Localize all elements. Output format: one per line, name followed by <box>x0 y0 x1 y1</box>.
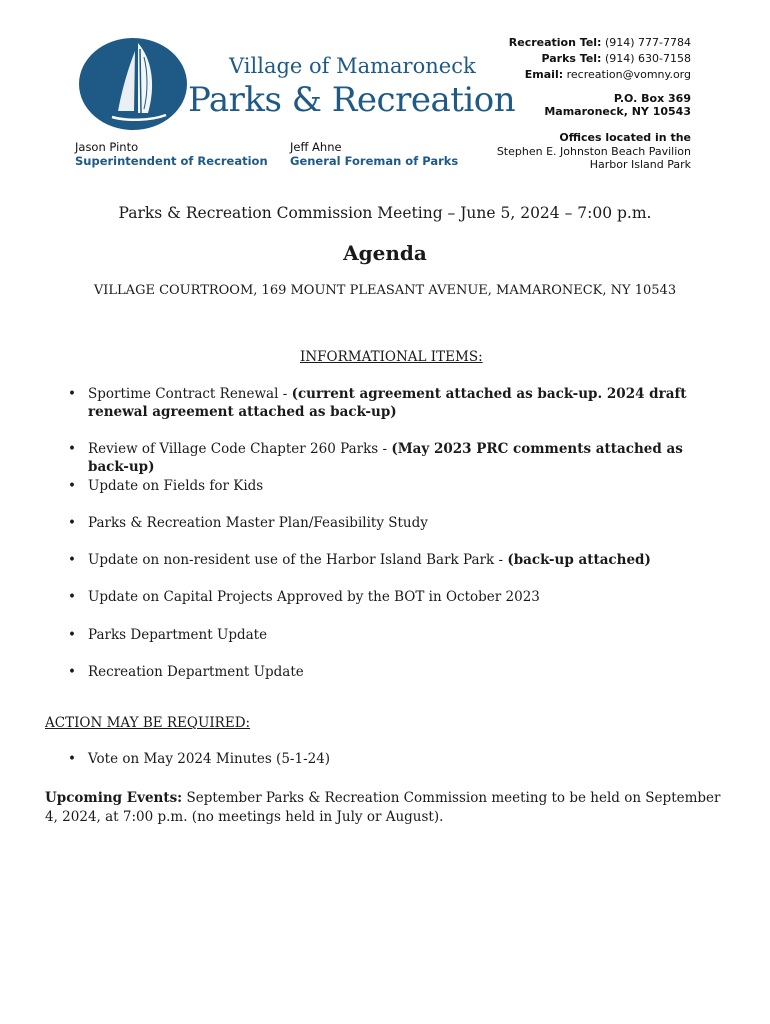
list-item: • Update on non-resident use of the Harbor Island Bark Park - (back-up attached) <box>68 552 651 568</box>
bullet-icon: • <box>68 627 76 643</box>
parks-tel-value: (914) 630-7158 <box>604 52 691 65</box>
parks-tel-label: Parks Tel: <box>541 52 602 65</box>
informational-heading: INFORMATIONAL ITEMS: <box>300 349 483 365</box>
meeting-location: VILLAGE COURTROOM, 169 MOUNT PLEASANT AVENUE, MAMARONECK, NY 10543 <box>93 283 677 298</box>
upcoming-events-label: Upcoming Events: <box>45 790 183 806</box>
offices-line1: Stephen E. Johnston Beach Pavilion <box>496 145 691 158</box>
recreation-tel-label: Recreation Tel: <box>508 36 602 49</box>
contact-parks-tel <box>541 51 691 67</box>
list-item: • Review of Village Code Chapter 260 Parks - (May 2023 PRC comments attached as back-up) <box>68 441 683 475</box>
list-item: • Parks & Recreation Master Plan/Feasibility Study <box>68 515 428 531</box>
bullet-icon: • <box>68 386 76 402</box>
meeting-title: Parks & Recreation Commission Meeting – June 5, 2024 – 7:00 p.m. <box>118 204 652 222</box>
email-label: Email: <box>524 68 564 81</box>
bullet-icon: • <box>68 478 76 494</box>
org-name-line2: Parks & Recreation <box>188 80 516 120</box>
upcoming-events <box>45 789 735 827</box>
list-item: • Update on Fields for Kids <box>68 478 264 494</box>
list-item: • Parks Department Update <box>68 627 268 643</box>
bullet-icon: • <box>68 589 76 605</box>
bullet-icon: • <box>68 751 76 767</box>
staff-title-foreman: General Foreman of Parks <box>290 154 459 168</box>
email-value[interactable]: recreation@vomny.org <box>566 68 691 81</box>
offices-line2: Harbor Island Park <box>589 158 691 171</box>
bullet-icon: • <box>68 552 76 568</box>
list-item: • Update on Capital Projects Approved by the BOT in October 2023 <box>68 589 540 605</box>
staff-name-foreman: Jeff Ahne <box>290 140 342 154</box>
org-name-line1: Village of Mamaroneck <box>229 54 476 78</box>
list-item: • Recreation Department Update <box>68 664 304 680</box>
recreation-tel-value: (914) 777-7784 <box>604 36 691 49</box>
staff-name-superintendent: Jason Pinto <box>75 140 139 154</box>
po-box: P.O. Box 369 <box>613 92 691 105</box>
bullet-icon: • <box>68 515 76 531</box>
agenda-heading: Agenda <box>343 241 427 265</box>
staff-title-superintendent: Superintendent of Recreation <box>75 154 268 168</box>
bullet-icon: • <box>68 441 76 457</box>
contact-email <box>525 67 691 83</box>
sailboat-logo-icon <box>78 37 188 131</box>
list-item: • Vote on May 2024 Minutes (5-1-24) <box>68 751 331 767</box>
bullet-icon: • <box>68 664 76 680</box>
city-address: Mamaroneck, NY 10543 <box>544 105 691 118</box>
contact-recreation-tel <box>509 35 691 51</box>
upcoming-events-text: September Parks & Recreation Commission meeting to be held on September 4, 2024, at 7:00 p.m. (no meetings held in July or August). <box>45 790 721 825</box>
list-item: • Sportime Contract Renewal - (current agreement attached as back-up. 2024 draft renewal agreement attached as back-up) <box>68 386 687 420</box>
action-heading: ACTION MAY BE REQUIRED: <box>45 715 251 731</box>
offices-label: Offices located in the <box>559 131 691 144</box>
